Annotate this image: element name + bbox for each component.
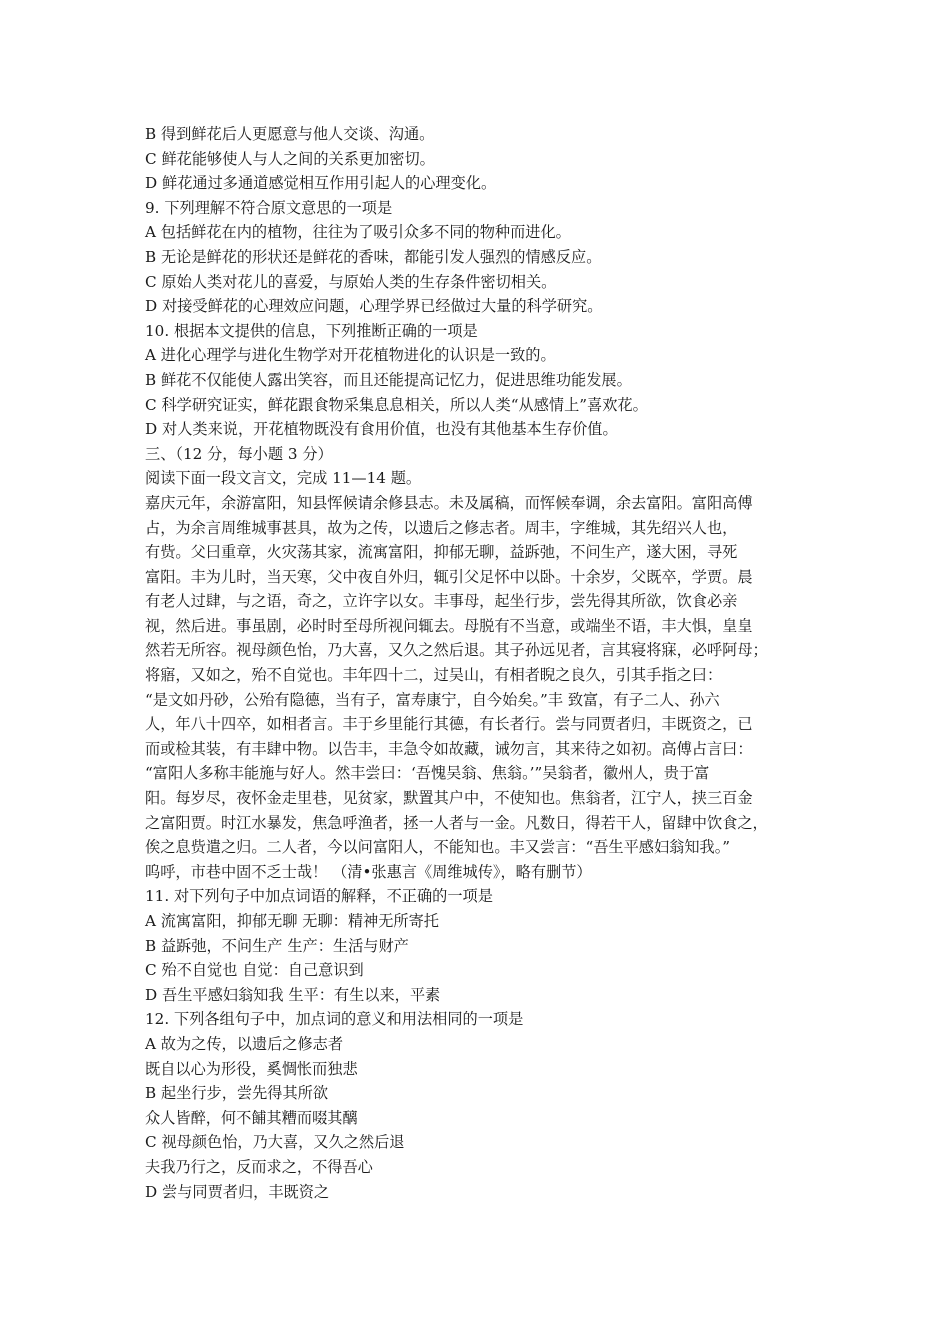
text-line: C 殆不自觉也 自觉：自己意识到 bbox=[145, 961, 364, 980]
text-line: D 吾生平感妇翁知我 生平：有生以来，平素 bbox=[145, 985, 441, 1004]
text-line: 占，为余言周维城事甚具，故为之传，以遗后之修志者。周丰，字维城，其先绍兴人也， bbox=[145, 518, 738, 537]
text-line: 然若无所容。视母颜色怡，乃大喜，又久之然后退。其子孙远见者，言其寝将寐，必呼阿母； bbox=[145, 641, 768, 660]
text-line: C 原始人类对花儿的喜爱，与原始人类的生存条件密切相关。 bbox=[145, 272, 557, 291]
text-line: D 鲜花通过多通道感觉相互作用引起人的心理变化。 bbox=[145, 174, 497, 193]
text-line: 嘉庆元年，余游富阳，知县恽候请余修县志。未及属稿，而恽候奉调，余去富阳。富阳高傅 bbox=[145, 493, 753, 512]
text-line: 三、（12 分，每小题 3 分） bbox=[145, 444, 333, 463]
text-line: B 益跅弛，不问生产 生产：生活与财产 bbox=[145, 936, 409, 955]
text-line: “是文如丹砂，公殆有隐德，当有子，富寿康宁，自今始矣。”丰 致富，有子二人、孙六 bbox=[145, 690, 720, 709]
text-line: 既自以心为形役，奚惆怅而独悲 bbox=[145, 1059, 358, 1078]
text-line: 之富阳贾。时江水暴发，焦急呼渔者，拯一人者与一金。凡数日，得若干人，留肆中饮食之， bbox=[145, 813, 768, 832]
text-line: 12. 下列各组句子中，加点词的意义和用法相同的一项是 bbox=[145, 1010, 524, 1029]
text-line: 视，然后进。事虽剧，必时时至母所视问辄去。母脱有不当意，或端坐不语，丰大惧，皇皇 bbox=[145, 616, 753, 635]
text-line: A 进化心理学与进化生物学对开花植物进化的认识是一致的。 bbox=[145, 346, 556, 365]
text-line: B 无论是鲜花的形状还是鲜花的香味，都能引发人强烈的情感反应。 bbox=[145, 247, 602, 266]
text-line: C 科学研究证实，鲜花跟食物采集息息相关，所以人类“从感情上”喜欢花。 bbox=[145, 395, 648, 414]
text-line: 俟之息赀遣之归。二人者，今以问富阳人，不能知也。丰又尝言：“吾生平感妇翁知我。” bbox=[145, 838, 731, 857]
text-line: 有赀。父曰重章，火灾荡其家，流寓富阳，抑郁无聊，益跅弛，不问生产，遂大困，寻死 bbox=[145, 543, 738, 562]
text-line: D 尝与同贾者归，丰既资之 bbox=[145, 1182, 330, 1201]
text-line: 夫我乃行之，反而求之，不得吾心 bbox=[145, 1157, 373, 1176]
text-line: 阅读下面一段文言文，完成 11—14 题。 bbox=[145, 469, 422, 488]
text-line: D 对人类来说，开花植物既没有食用价值，也没有其他基本生存价值。 bbox=[145, 420, 618, 439]
text-line: 人，年八十四卒，如相者言。丰于乡里能行其德，有长者行。尝与同贾者归，丰既资之，已 bbox=[145, 715, 753, 734]
text-line: A 包括鲜花在内的植物，往往为了吸引众多不同的物种而进化。 bbox=[145, 223, 571, 242]
text-line: A 故为之传，以遗后之修志者 bbox=[145, 1034, 344, 1053]
text-line: 有老人过肆，与之语，奇之，立许字以女。丰事母，起坐行步，尝先得其所欲，饮食必亲 bbox=[145, 592, 738, 611]
text-line: 富阳。丰为儿时，当天寒，父中夜自外归，辄引父足怀中以卧。十余岁，父既卒，学贾。晨 bbox=[145, 567, 753, 586]
text-line: A 流寓富阳，抑郁无聊 无聊：精神无所寄托 bbox=[145, 912, 439, 930]
text-line: C 鲜花能够使人与人之间的关系更加密切。 bbox=[145, 149, 435, 168]
text-line: “富阳人多称丰能施与好人。然丰尝曰：‘吾愧吴翁、焦翁。’”吴翁者，徽州人，贵于富 bbox=[145, 764, 710, 783]
document-body bbox=[145, 122, 815, 1204]
text-line: 而或检其装，有丰肆中物。以告丰，丰急令如故藏，诫勿言，其来待之如初。高傅占言曰： bbox=[145, 739, 753, 758]
text-line: D 对接受鲜花的心理效应问题，心理学界已经做过大量的科学研究。 bbox=[145, 297, 603, 316]
text-line: 众人皆醉，何不餔其糟而啜其醨 bbox=[145, 1108, 358, 1127]
text-line: 11. 对下列句子中加点词语的解释，不正确的一项是 bbox=[145, 887, 493, 906]
text-line: 将寤，又如之，殆不自觉也。丰年四十二，过吴山，有相者睨之良久，引其手指之曰： bbox=[145, 666, 723, 685]
text-line: B 得到鲜花后人更愿意与他人交谈、沟通。 bbox=[145, 125, 435, 143]
text-line: C 视母颜色怡，乃大喜，又久之然后退 bbox=[145, 1133, 405, 1152]
text-line: 呜呼，市巷中固不乏士哉！ （清•张惠言《周维城传》，略有删节） bbox=[145, 862, 592, 881]
text-line: B 起坐行步，尝先得其所欲 bbox=[145, 1084, 329, 1103]
text-line: 阳。每岁尽，夜怀金走里巷，见贫家，默置其户中，不使知也。焦翁者，江宁人，挟三百金 bbox=[145, 789, 753, 808]
text-line: 9. 下列理解不符合原文意思的一项是 bbox=[145, 198, 393, 217]
text-line: 10. 根据本文提供的信息，下列推断正确的一项是 bbox=[145, 321, 478, 340]
text-line: B 鲜花不仅能使人露出笑容，而且还能提高记忆力，促进思维功能发展。 bbox=[145, 370, 632, 389]
